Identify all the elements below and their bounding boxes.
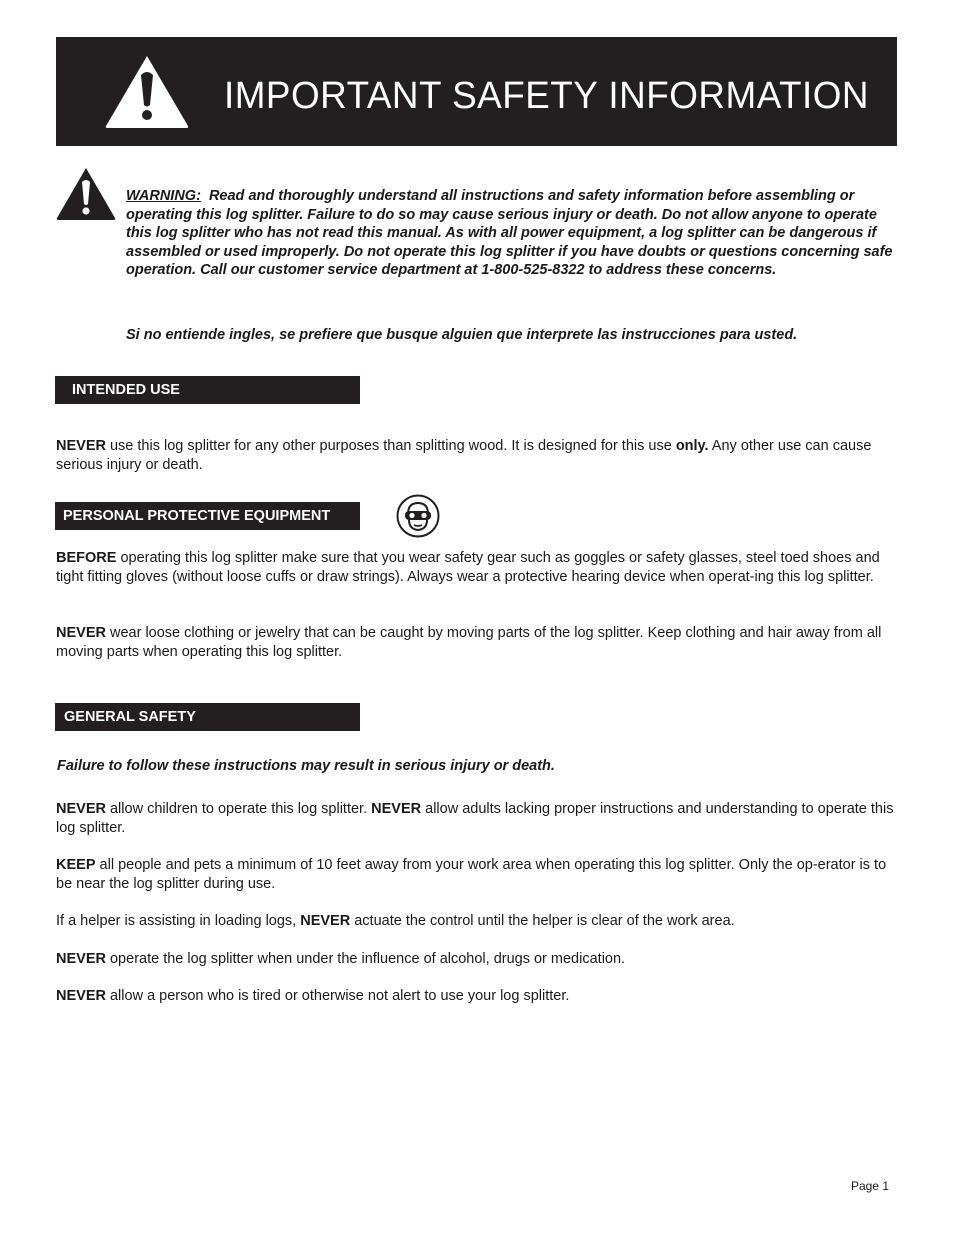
general-paragraph-3: If a helper is assisting in loading logs, NEVER actuate the control until the helper is clear of the work area. <box>56 913 735 929</box>
general-paragraph-2: KEEP all people and pets a minimum of 10 feet away from your work area when operating this log splitter. Only the op-erator is to be near the log splitter during use. <box>56 857 887 892</box>
general-paragraph-1: NEVER allow children to operate this log splitter. NEVER allow adults lacking proper instructions and understanding to operate this log splitter. <box>56 801 894 836</box>
general-paragraph-4: NEVER operate the log splitter when under the influence of alcohol, drugs or medication. <box>56 951 626 967</box>
intended-use-paragraph: NEVER use this log splitter for any other purposes than splitting wood. It is designed for this use only. Any other use can cause serious injury or death. <box>56 438 872 473</box>
ppe-paragraph-2: NEVER wear loose clothing or jewelry that can be caught by moving parts of the log splitter. Keep clothing and hair away from all moving parts when operating this log splitter. <box>56 625 882 660</box>
page-number: Page 1 <box>850 1179 889 1193</box>
warning-label: WARNING: <box>126 188 201 204</box>
general-safety-note: Failure to follow these instructions may result in serious injury or death. <box>57 758 555 774</box>
ppe-paragraph-1: BEFORE operating this log splitter make sure that you wear safety gear such as goggles or safety glasses, steel toed shoes and tight fitting gloves (without loose cuffs or draw strings). Always wear a protective hearing device when operat-ing this log splitter. <box>56 550 880 585</box>
safety-banner <box>56 37 897 146</box>
warning-body: Read and thoroughly understand all instructions and safety information before assembling or operating this log splitter. Failure to do so may cause serious injury or death. Do not allow anyone to operate this log splitter who has not read this manual. As with all power equipment, a log splitter can be dangerous if assembled or used improperly. Do not operate this log splitter if you have doubts or questions concerning safe operation. Call our customer service department at 1-800-525-8322 to address these concerns. <box>126 188 893 279</box>
general-paragraph-5: NEVER allow a person who is tired or otherwise not alert to use your log splitter. <box>56 988 570 1004</box>
spanish-note: Si no entiende ingles, se prefiere que busque alguien que interprete las instrucciones para usted. <box>126 327 798 343</box>
general-safety-heading: GENERAL SAFETY <box>55 703 360 731</box>
safety-goggles-icon <box>396 494 440 538</box>
intended-use-heading: INTENDED USE <box>55 376 360 404</box>
banner-title: IMPORTANT SAFETY INFORMATION <box>224 75 870 117</box>
warning-icon <box>56 167 116 221</box>
warning-triangle-icon <box>104 53 190 129</box>
warning-text <box>126 187 898 280</box>
ppe-heading: PERSONAL PROTECTIVE EQUIPMENT <box>55 502 360 530</box>
